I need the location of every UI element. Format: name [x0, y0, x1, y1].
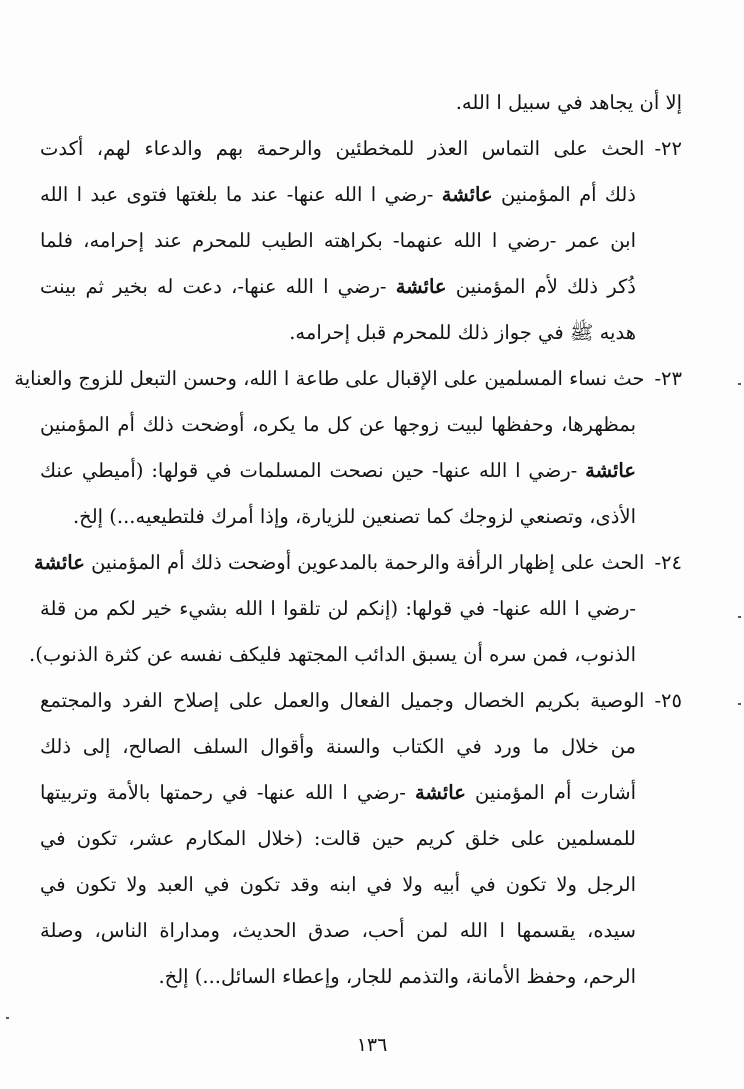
item-number: ٢٣- — [654, 367, 682, 390]
page-number: ١٣٦ — [356, 1034, 388, 1056]
bold-name: عائشة — [585, 459, 636, 482]
text-line — [40, 586, 682, 632]
text-segment: -رضي ا الله عنها- عند ما بلغتها فتوى عبد ا الله — [40, 183, 442, 206]
text-segment: الحث على التماس العذر للمخطئين والرحمة بهم والدعاء لهم، أكدت — [40, 137, 645, 160]
text-segment: ذُكر ذلك لأم المؤمنين — [446, 275, 636, 298]
text-line — [40, 724, 682, 770]
text-line — [40, 816, 682, 862]
text-segment: أشارت أم المؤمنين — [465, 781, 636, 804]
text-segment: الرحم، وحفظ الأمانة، والتذمم للجار، وإعطاء السائل...) إلخ. — [158, 965, 636, 988]
text-segment: ذلك أم المؤمنين — [492, 183, 636, 206]
text-line — [14, 356, 682, 402]
text-segment: حث نساء المسلمين على الإقبال على طاعة ا الله، وحسن التبعل للزوج والعناية — [14, 367, 645, 390]
text-line — [40, 770, 682, 816]
item-number: ٢٥- — [654, 689, 682, 712]
text-line — [40, 126, 682, 172]
text-segment: للمسلمين على خلق كريم حين قالت: (خلال المكارم عشر، تكون في — [40, 827, 636, 850]
item-number: ٢٢- — [654, 137, 682, 160]
text-segment: هديه ﷺ في جواز ذلك للمحرم قبل إحرامه. — [289, 321, 636, 344]
text-line — [40, 172, 682, 218]
text-line — [40, 310, 682, 356]
text-segment: الذنوب، فمن سره أن يسبق الدائب المجتهد فليكف نفسه عن كثرة الذنوب). — [29, 643, 636, 666]
page-body-text — [14, 80, 682, 1000]
text-line — [40, 80, 682, 126]
text-line — [40, 494, 682, 540]
text-segment: إلا أن يجاهد في سبيل ا الله. — [455, 91, 682, 114]
text-segment: الحث على إظهار الرأفة والرحمة بالمدعوين أوضحت ذلك أم المؤمنين — [84, 551, 645, 574]
scan-speck — [738, 703, 741, 705]
text-line — [40, 954, 682, 1000]
text-segment: بمظهرها، وحفظها لبيت زوجها عن كل ما يكره، أوضحت ذلك أم المؤمنين — [40, 413, 636, 436]
scan-speck — [6, 1017, 9, 1019]
text-segment: الأذى، وتصنعي لزوجك كما تصنعين للزيارة، وإذا أمرك فلتطيعيه...) إلخ. — [72, 505, 636, 528]
bold-name: عائشة — [414, 781, 466, 804]
text-segment: -رضي ا الله عنها- في رحمتها بالأمة وتربيتها — [40, 781, 415, 804]
text-line — [40, 908, 682, 954]
bold-name: عائشة — [395, 275, 447, 298]
text-segment: الوصية بكريم الخصال وجميل الفعال والعمل على إصلاح الفرد والمجتمع — [40, 689, 645, 712]
text-line — [40, 402, 682, 448]
text-segment: سيده، يقسمها ا الله لمن أحب، صدق الحديث، ومداراة الناس، وصلة — [40, 919, 636, 942]
text-segment: ابن عمر -رضي ا الله عنهما- بكراهته الطيب للمحرم عند إحرامه، فلما — [40, 229, 636, 252]
text-segment: -رضي ا الله عنها- في قولها: (إنكم لن تلقوا ا الله بشيء خير لكم من قلة — [40, 597, 636, 620]
text-line — [40, 218, 682, 264]
bold-name: عائشة — [441, 183, 493, 206]
item-number: ٢٤- — [654, 551, 682, 574]
text-line — [40, 678, 682, 724]
scan-speck — [738, 616, 741, 618]
text-line — [34, 540, 682, 586]
text-line — [29, 632, 682, 678]
text-line — [40, 862, 682, 908]
text-segment: -رضي ا الله عنها-، دعت له بخير ثم بينت — [40, 275, 396, 298]
text-segment: من خلال ما ورد في الكتاب والسنة وأقوال السلف الصالح، إلى ذلك — [40, 735, 636, 758]
text-line — [40, 264, 682, 310]
scan-speck — [738, 383, 741, 385]
bold-name: عائشة — [34, 551, 85, 574]
text-line — [40, 448, 682, 494]
text-segment: الرجل ولا تكون في أبيه ولا في ابنه وقد تكون في العبد ولا تكون في — [40, 873, 636, 896]
text-segment: -رضي ا الله عنها- حين نصحت المسلمات في قولها: (أميطي عنك — [40, 459, 586, 482]
